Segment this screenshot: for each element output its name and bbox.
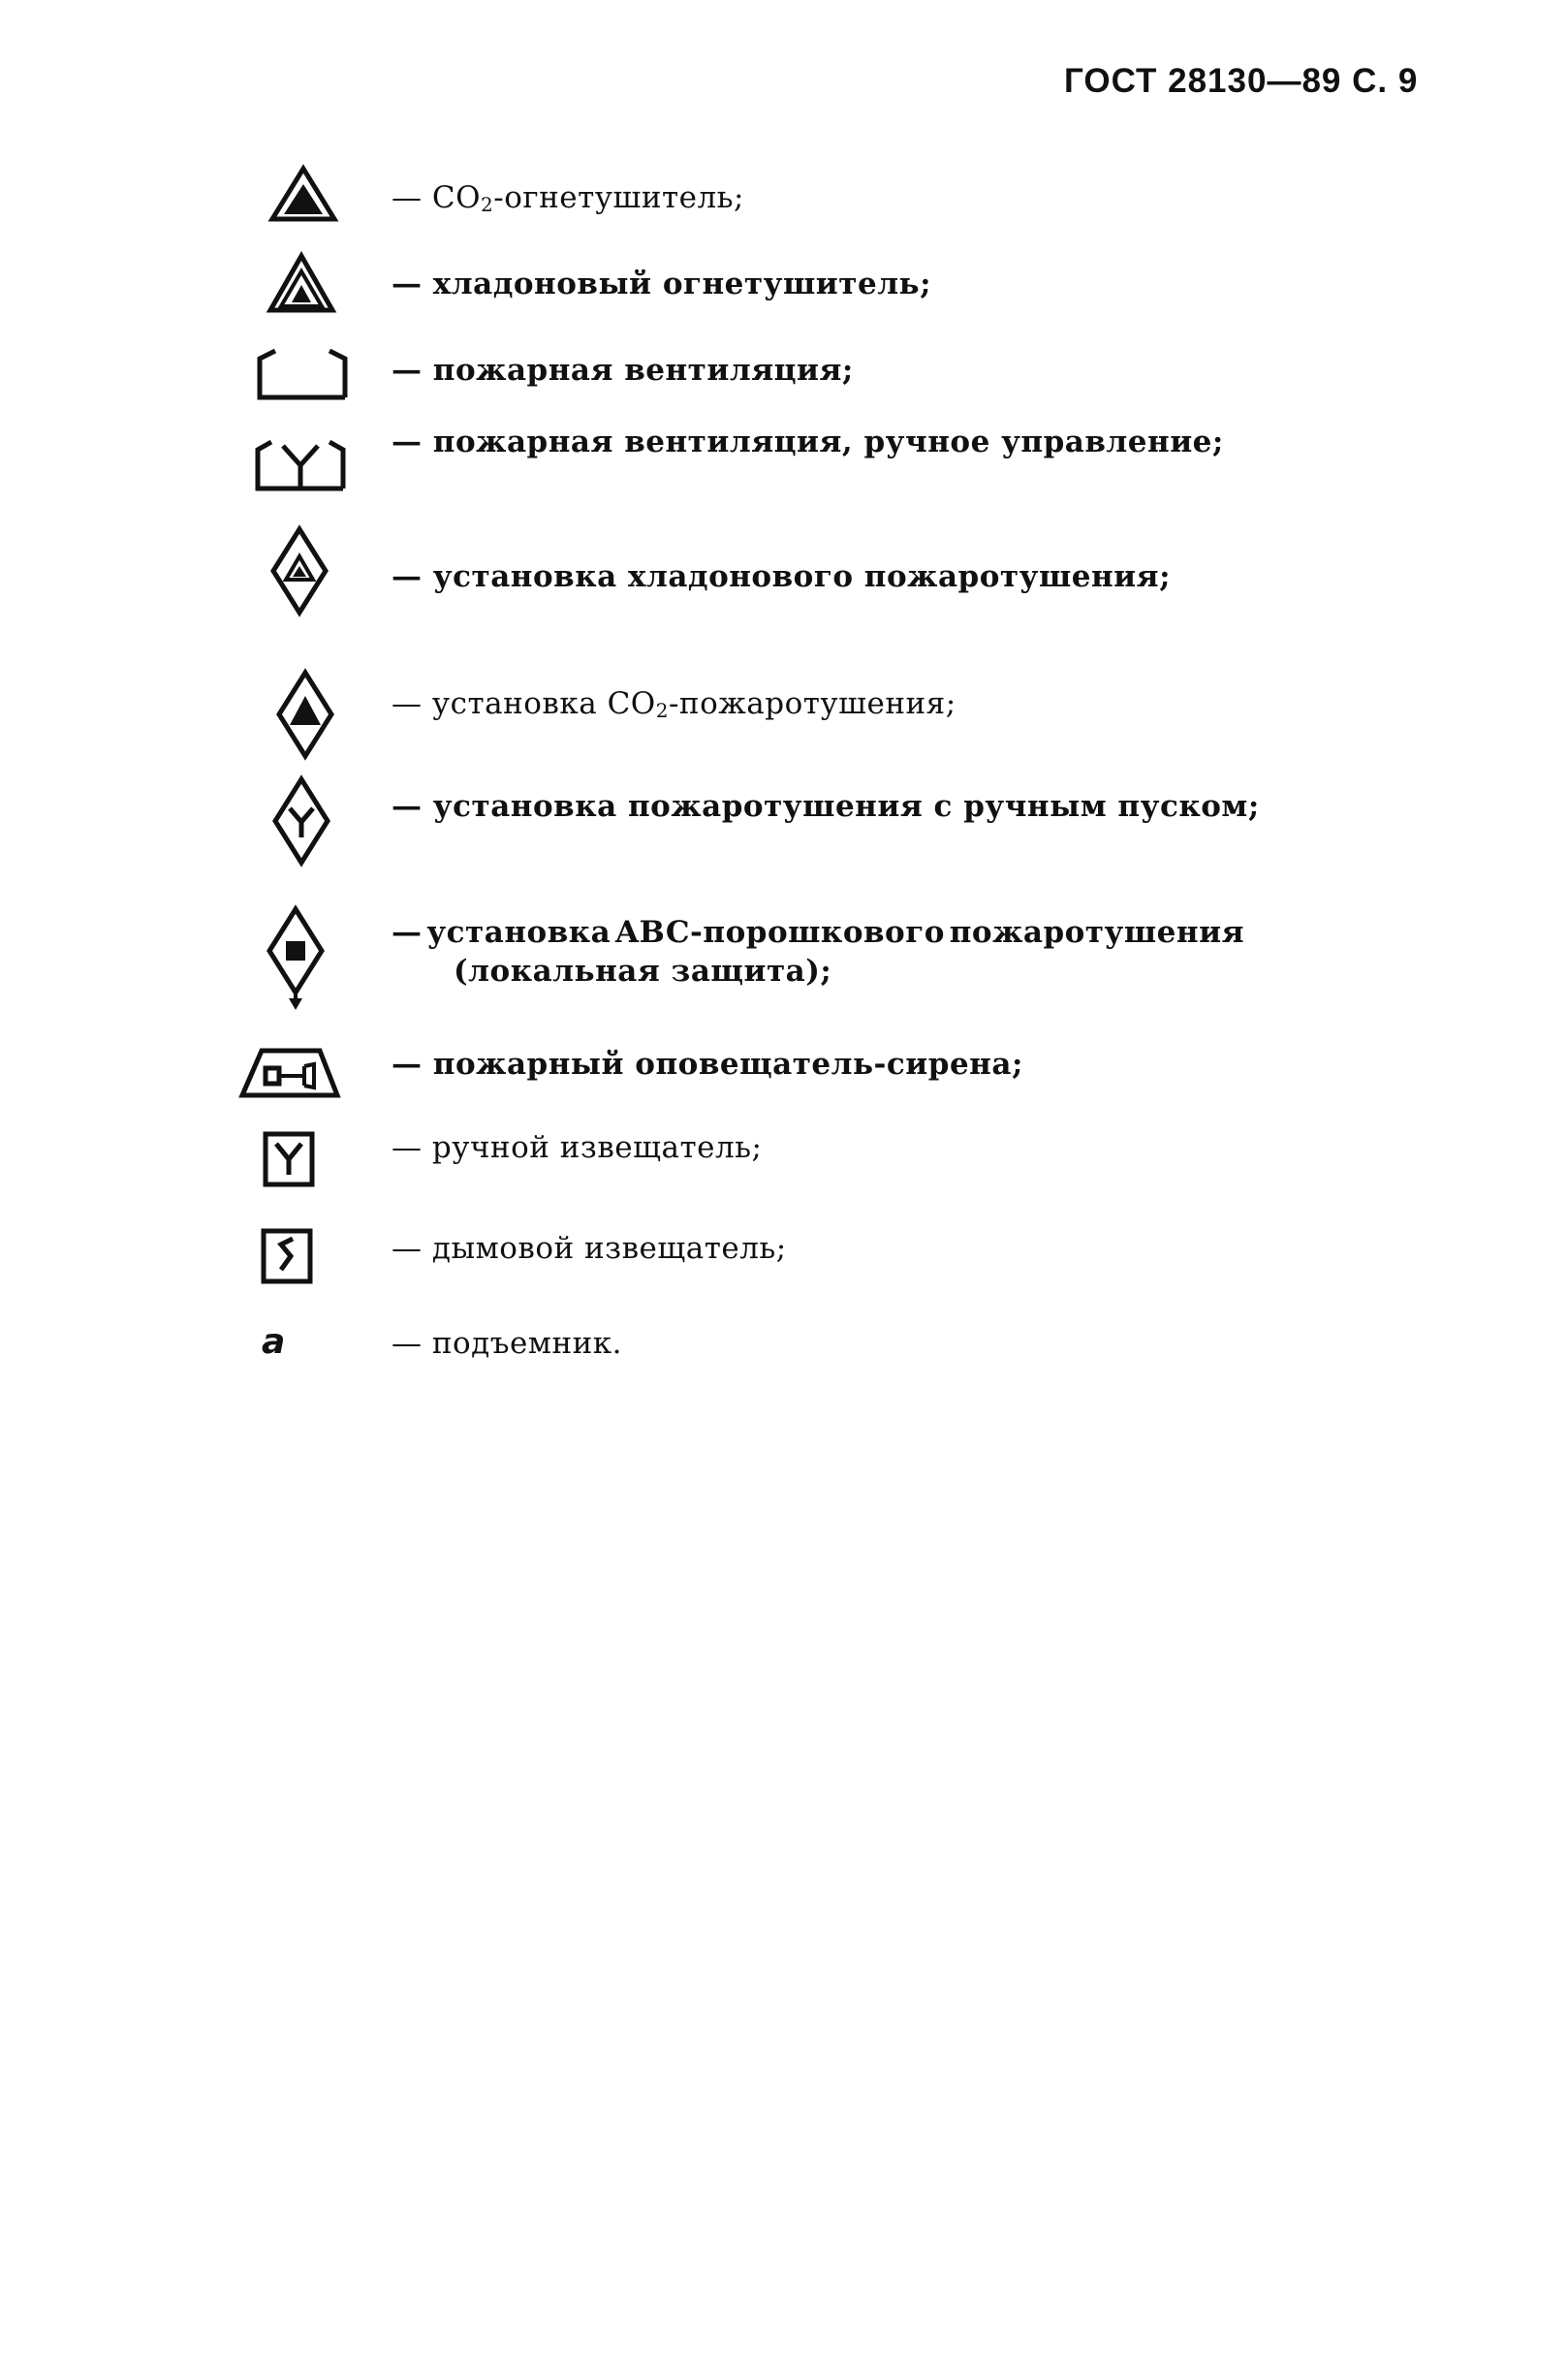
entry-halon-extinguisher: — хладоновый огнетушитель;: [392, 267, 932, 301]
subscript: 2: [481, 193, 494, 216]
entry-manual-start-suppression: — установка пожаротушения с ручным пуском;: [392, 789, 1260, 824]
entry-fire-ventilation-manual: — пожарная вентиляция, ручное управление;: [392, 425, 1224, 459]
manual-start-suppression-icon: [271, 775, 331, 867]
entry-halon-suppression: — установка хладонового пожаротушения;: [392, 559, 1172, 594]
entry-first-line: [392, 913, 1244, 952]
entry-co2-extinguisher: [392, 178, 744, 217]
entry-word: установка: [426, 915, 612, 950]
entry-text: -огнетушитель;: [493, 180, 745, 215]
entry-co2-suppression: [392, 684, 956, 723]
co2-suppression-icon: [275, 669, 335, 760]
fire-ventilation-manual-icon: [252, 438, 349, 494]
entry-smoke-detector: — дымовой извещатель;: [392, 1231, 787, 1266]
page-header: ГОСТ 28130—89 С. 9: [1064, 62, 1419, 100]
entry-manual-detector: — ручной извещатель;: [392, 1130, 763, 1165]
entry-abc-powder-suppression: [392, 913, 1244, 991]
entry-word: пожаротушения: [949, 915, 1244, 950]
halon-extinguisher-icon: [267, 252, 335, 314]
manual-detector-icon: [262, 1130, 316, 1188]
entry-word: ABC-порошкового: [615, 915, 945, 950]
smoke-detector-icon: [260, 1227, 314, 1285]
entry-fire-ventilation: — пожарная вентиляция;: [392, 353, 854, 388]
lift-letter: a: [262, 1322, 286, 1362]
entry-text: — CO: [392, 180, 481, 215]
entry-word: —: [392, 915, 423, 950]
entry-text: -пожаротушения;: [668, 686, 956, 721]
subscript: 2: [655, 699, 669, 722]
abc-powder-suppression-icon: [266, 905, 326, 1012]
entry-lift: — подъемник.: [392, 1326, 623, 1361]
entry-siren: — пожарный оповещатель-сирена;: [392, 1047, 1023, 1082]
co2-extinguisher-icon: [269, 165, 337, 223]
fire-ventilation-icon: [254, 347, 351, 403]
entry-second-line: (локальная защита);: [454, 954, 832, 989]
entry-text: — установка CO: [392, 686, 656, 721]
siren-icon: [236, 1045, 343, 1101]
halon-suppression-icon: [269, 525, 329, 616]
